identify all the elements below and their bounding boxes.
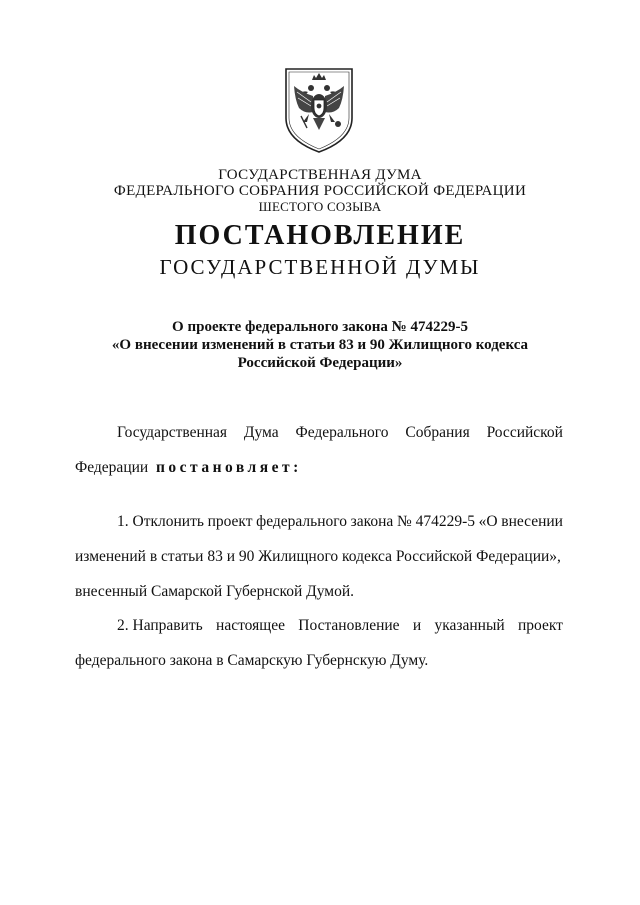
item-word: 1. Отклонить [117,513,204,530]
subject-line-1: О проекте федерального закона № 474229-5 [172,319,468,335]
item-2-line-1 [117,616,563,636]
preamble-word: Федерального [295,424,389,441]
header-line-federal-assembly: ФЕДЕРАЛЬНОГО СОБРАНИЯ РОССИЙСКОЙ ФЕДЕРАЦИИ [113,183,527,199]
item-word: «О [478,513,498,530]
item-word: настоящее [216,617,285,634]
item-word: и [412,617,422,634]
preamble-word: Собрания [405,424,470,441]
item-2-line-2: федерального закона в Самарскую Губернскую Думу. [75,652,429,669]
item-word: проект [207,513,253,530]
document-title: ПОСТАНОВЛЕНИЕ [174,220,466,251]
item-word: закона [350,513,394,530]
russian-coat-of-arms-emblem [283,66,355,154]
item-1-line-2: изменений в статьи 83 и 90 Жилищного кодекса Российской Федерации», [75,548,561,565]
preamble-federation: Федерации [75,459,149,476]
header-line-duma: ГОСУДАРСТВЕННАЯ ДУМА [218,167,422,183]
subject-line-2: «О внесении изменений в статьи 83 и 90 Жилищного кодекса [111,337,529,353]
item-word: федерального [256,513,347,530]
preamble-resolves: постановляет: [155,459,302,476]
subject-line-3: Российской Федерации» [237,355,403,371]
header-line-convocation: ШЕСТОГО СОЗЫВА [258,199,382,214]
preamble-word: Российской [486,424,563,441]
item-word: Постановление [298,617,400,634]
item-word: проект [517,617,563,634]
item-word: № 474229-5 [396,513,476,530]
item-1-line-1 [117,512,563,532]
item-word: 2. Направить [117,617,203,634]
preamble-word: Дума [243,424,279,441]
preamble-word: Государственная [117,424,228,441]
document-subtitle: ГОСУДАРСТВЕННОЙ ДУМЫ [159,255,481,279]
preamble-line-1 [117,423,563,443]
item-word: указанный [434,617,505,634]
item-1-line-3: внесенный Самарской Губернской Думой. [75,583,355,600]
preamble-line-2 [75,458,563,478]
item-word: внесении [501,513,563,530]
